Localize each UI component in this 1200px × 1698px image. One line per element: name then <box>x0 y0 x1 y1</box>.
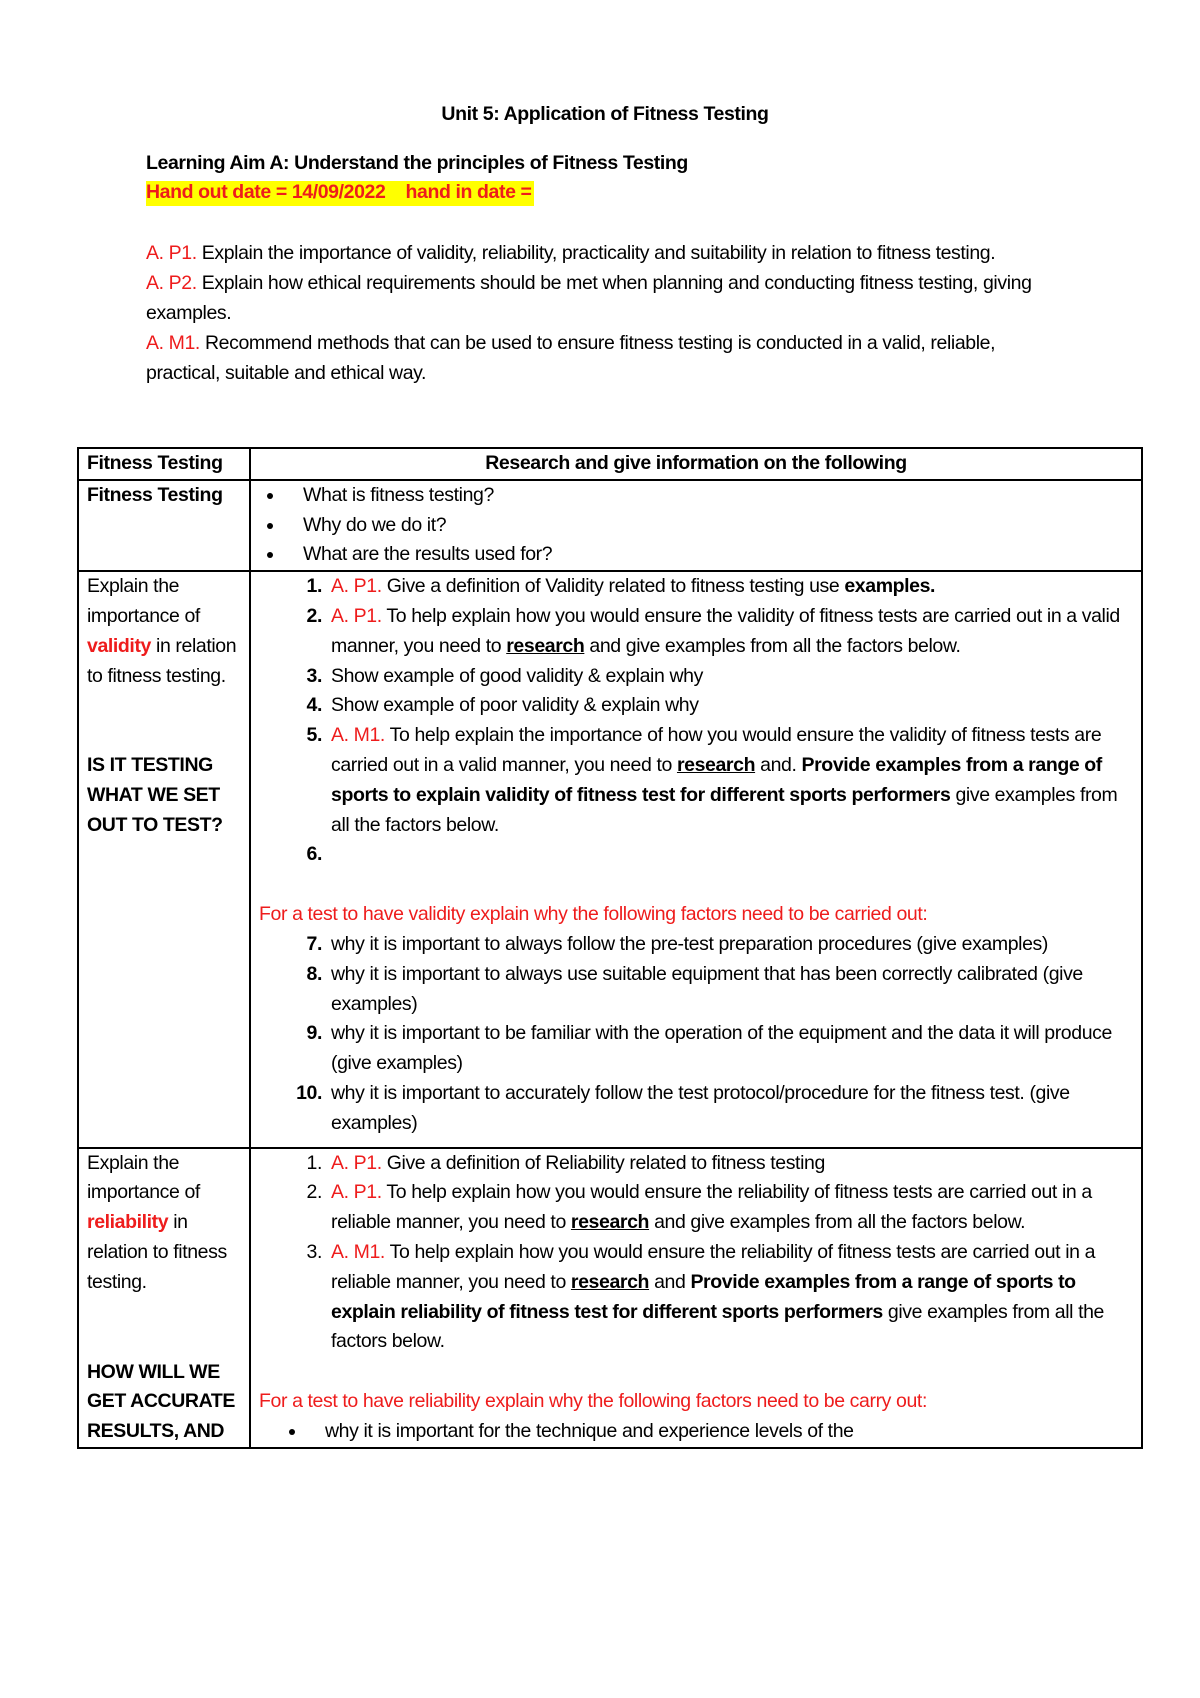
criterion-text: Explain the importance of validity, reliability, practicality and suitability in relation to fitness testing. <box>201 242 996 264</box>
document-title: Unit 5: Application of Fitness Testing <box>441 103 769 125</box>
label-text: in relation to fitness testing. <box>87 634 237 687</box>
label-text: Explain the importance of <box>87 575 200 627</box>
criterion-text: Recommend methods that can be used to ensure fitness testing is conducted in a valid, reliable, practical, suitable and ethical way. <box>146 332 996 384</box>
list-item: 3. Show example of good validity & explain why <box>327 662 1133 692</box>
label-text: in relation to fitness testing. <box>87 1211 227 1293</box>
row-label <box>78 1148 250 1448</box>
row-content <box>250 571 1142 1147</box>
learning-aim: Learning Aim A: Understand the principles of Fitness Testing <box>146 152 688 174</box>
row-content <box>250 480 1142 571</box>
criteria-list <box>146 238 1066 388</box>
list-item: 8. why it is important to always use suitable equipment that has been correctly calibrated (give examples) <box>327 960 1133 1020</box>
list-item: 2. A. P1. To help explain how you would ensure the validity of fitness tests are carried out in a valid manner, you need to research and give examples from all the factors below. <box>327 602 1133 662</box>
factor-list <box>259 1417 1133 1447</box>
row-label <box>78 571 250 1147</box>
task-table <box>77 447 1143 1449</box>
row-label: Fitness Testing <box>78 480 250 571</box>
label-caps: IS IT TESTING WHAT WE SET OUT TO TEST? <box>87 754 223 836</box>
list-item: 7. why it is important to always follow the pre-test preparation procedures (give examples) <box>327 930 1133 960</box>
task-list <box>259 1149 1133 1358</box>
list-item: 10. why it is important to accurately follow the test protocol/procedure for the fitness test. (give examples) <box>327 1079 1133 1139</box>
list-item: 2. A. P1. To help explain how you would ensure the reliability of fitness tests are carried out in a reliable manner, you need to research and give examples from all the factors below. <box>327 1178 1133 1238</box>
row-content <box>250 1148 1142 1448</box>
task-list <box>259 572 1133 870</box>
criterion <box>146 268 1066 328</box>
red-heading: For a test to have validity explain why the following factors need to be carried out: <box>259 903 928 926</box>
label-text: Explain the importance of <box>87 1151 200 1204</box>
list-item: 1. A. P1. Give a definition of Reliability related to fitness testing <box>327 1149 1133 1179</box>
label-keyword: reliability <box>87 1211 169 1234</box>
list-item: • Why do we do it? <box>285 511 1133 541</box>
red-heading: For a test to have reliability explain why the following factors need to be carry out: <box>259 1390 927 1413</box>
list-item: • What are the results used for? <box>285 540 1133 570</box>
label-keyword: validity <box>87 634 151 657</box>
factor-list <box>259 930 1133 1139</box>
label-caps: HOW WILL WE GET ACCURATE RESULTS, AND <box>87 1360 235 1443</box>
header-col2: Research and give information on the following <box>250 448 1142 480</box>
criterion-text: Explain how ethical requirements should be met when planning and conducting fitness testing, giving examples. <box>146 272 1032 324</box>
list-item: • What is fitness testing? <box>285 481 1133 511</box>
table-row <box>78 1148 1142 1448</box>
dates-highlight: Hand out date = 14/09/2022 hand in date = <box>146 181 534 206</box>
list-item: 9. why it is important to be familiar with the operation of the equipment and the data it will produce (give examples) <box>327 1019 1133 1079</box>
criterion <box>146 328 1066 388</box>
table-row <box>78 571 1142 1147</box>
criterion-code: A. P1. <box>146 242 197 264</box>
table-row <box>78 480 1142 571</box>
list-item-empty <box>327 840 1133 870</box>
table-header-row <box>78 448 1142 480</box>
criterion-code: A. M1. <box>146 332 200 354</box>
criterion-code: A. P2. <box>146 272 197 294</box>
list-item: 3. A. M1. To help explain how you would ensure the reliability of fitness tests are carried out in a reliable manner, you need to research and Provide examples from a range of sports to explain reliability of fitness test for different sports performers give examples from all the factors below. <box>327 1238 1133 1357</box>
list-item: • why it is important for the technique and experience levels of the <box>307 1417 1133 1447</box>
list-item: 1. A. P1. Give a definition of Validity related to fitness testing use examples. <box>327 572 1133 602</box>
header-col1: Fitness Testing <box>78 448 250 480</box>
list-item: 5. A. M1. To help explain the importance of how you would ensure the validity of fitness tests are carried out in a valid manner, you need to research and. Provide examples from a range of sports to explain validity of fitness test for different sports performers give examples from all the factors below. <box>327 721 1133 840</box>
criterion <box>146 238 1066 268</box>
list-item: 4. Show example of poor validity & explain why <box>327 691 1133 721</box>
